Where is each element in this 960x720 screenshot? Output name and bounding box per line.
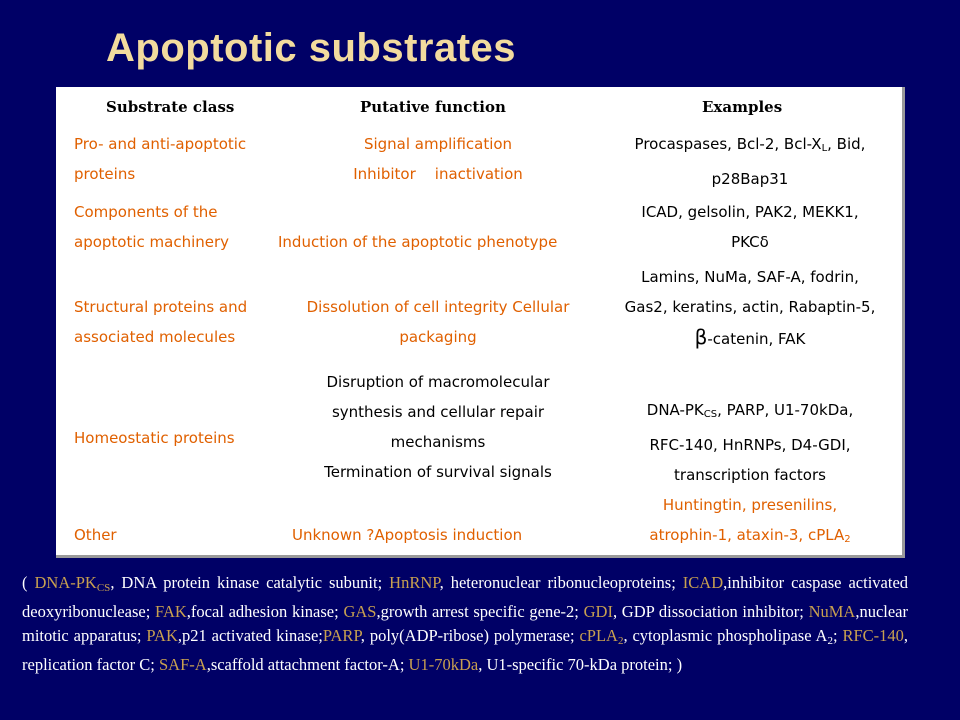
slide-title: Apoptotic substrates [106,26,517,70]
row3-function: Dissolution of cell integrity Cellular packaging [306,298,570,346]
header-substrate-class: Substrate class [106,98,235,116]
row5-class: Other [74,526,117,544]
row4-class: Homeostatic proteins [74,429,235,447]
row3-examples: Lamins, NuMa, SAF-A, fodrin, Gas2, keratins, actin, Rabaptin-5, β-catenin, FAK [624,268,876,349]
header-putative-function: Putative function [360,98,506,116]
abbreviations-footnote: ( DNA-PKCS, DNA protein kinase catalytic subunit; HnRNP, heteronuclear ribonucleoproteins; ICAD,inhibitor caspase activated deoxyribonuclease; FAK,focal adhesion kinase; GAS,growth arrest specific gene-2; GDI, GDP dissociation inhibitor; NuMA,nuclear mitotic apparatus; PAK,p21 activated kinase;PARP, poly(ADP-ribose) polymerase; cPLA2, cytoplasmic phospholipase A2; RFC-140, replication factor C; SAF-A,scaffold attachment factor-A; U1-70kDa, U1-specific 70-kDa protein; ) [22,573,909,674]
row4-examples: DNA-$PK_{CS}$, PARP, U1-70kDa, RFC-140, HnRNPs, D4-GDI, transcription factors [646,401,854,484]
row5-examples: Huntingtin, presenilins, atrophin-1, ataxin-3, cPLA$_2$ [649,496,851,545]
row2-class: Components of the apoptotic machinery [74,203,230,251]
row3-class: Structural proteins and associated molecules [74,298,248,346]
row2-examples: ICAD, gelsolin, PAK2, MEKK1, PKCδ [641,203,859,251]
row1-function: Signal amplification Inhibitor inactivation [353,135,523,183]
row4-function: Disruption of macromolecular synthesis and cellular repair mechanisms Termination of survival signals [324,373,552,481]
row5-function: Unknown ?Apoptosis induction [292,526,523,544]
header-examples: Examples [702,98,783,116]
row1-class: Pro- and anti-apoptotic proteins [74,135,247,183]
row2-function: Induction of the apoptotic phenotype [278,233,558,251]
row1-examples: Procaspases, Bcl-2, Bcl-$X_L$, Bid, p28Bap31 [634,135,866,188]
substrates-table [56,87,905,558]
